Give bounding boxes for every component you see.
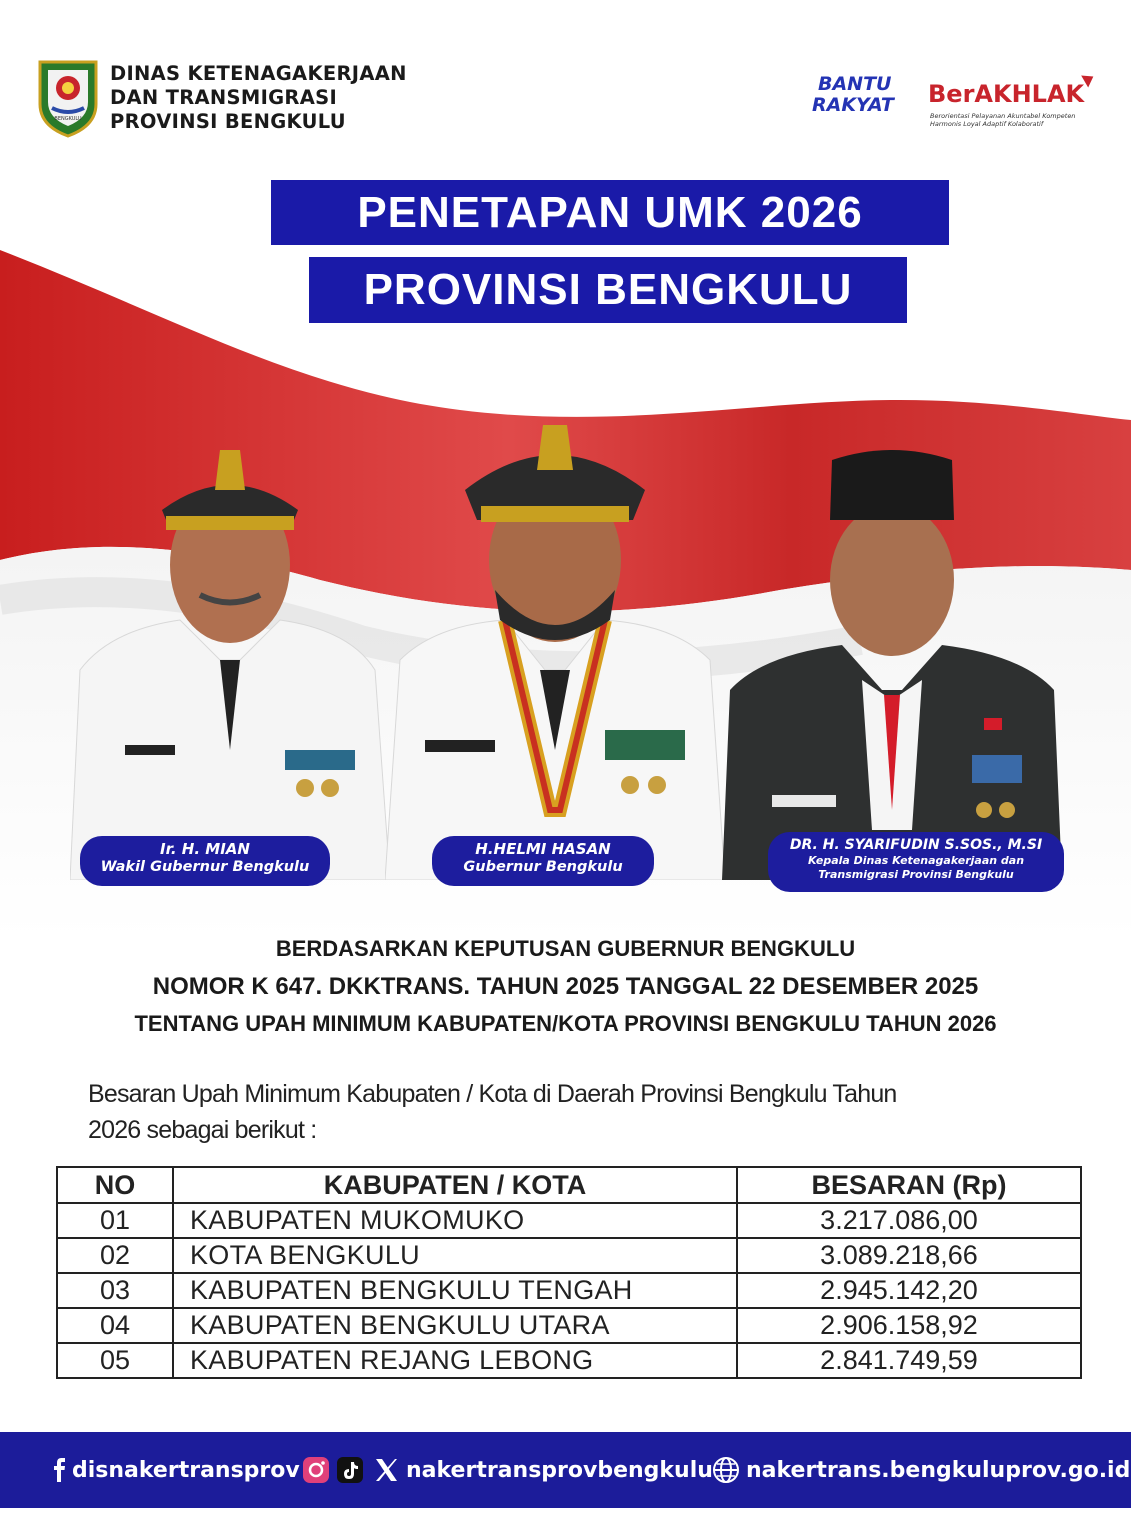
row-no: 01 (57, 1203, 173, 1238)
row-region: KABUPATEN REJANG LEBONG (173, 1343, 737, 1378)
header-besaran: BESARAN (Rp) (737, 1167, 1081, 1203)
tagline-line-1: Berorientasi Pelayanan Akuntabel Kompeten (930, 112, 1076, 120)
facebook-handle[interactable]: disnakertransprov (72, 1458, 300, 1483)
facebook-icon[interactable] (48, 1458, 72, 1482)
org-line-2: DAN TRANSMIGRASI (110, 86, 338, 109)
decree-line-1: BERDASARKAN KEPUTUSAN GUBERNUR BENGKULU (275, 936, 856, 961)
table-row (57, 1203, 1081, 1238)
org-line-1: DINAS KETENAGAKERJAAN (110, 62, 407, 85)
x-icon[interactable] (372, 1456, 400, 1484)
berakhlak-tagline (930, 112, 1075, 128)
row-region: KABUPATEN BENGKULU TENGAH (173, 1273, 737, 1308)
row-no: 05 (57, 1343, 173, 1378)
row-amount: 2.945.142,20 (737, 1273, 1081, 1308)
umk-table (56, 1166, 1082, 1379)
header-kabupaten-kota: KABUPATEN / KOTA (173, 1167, 737, 1203)
bengkulu-emblem-icon (36, 58, 100, 138)
official-name: DR. H. SYARIFUDIN S.SOS., M.SI (789, 837, 1043, 853)
official-name: Ir. H. MIAN (160, 840, 250, 858)
table-row (57, 1273, 1081, 1308)
rakyat-text: RAKYAT (812, 94, 894, 116)
official-role: Wakil Gubernur Bengkulu (100, 859, 310, 875)
tagline-line-2: Harmonis Loyal Adaptif Kolaboratif (930, 120, 1044, 128)
table-row (57, 1238, 1081, 1273)
caption-syarifudin (768, 832, 1064, 892)
official-role: Gubernur Bengkulu (463, 859, 623, 875)
bantu-rakyat-berakhlak-logo (812, 70, 1102, 130)
tiktok-icon[interactable] (336, 1456, 364, 1484)
bantu-rakyat-text (812, 74, 894, 116)
website-link[interactable]: nakertrans.bengkuluprov.go.id (746, 1458, 1131, 1483)
row-amount: 2.906.158,92 (737, 1308, 1081, 1343)
table-header-row (57, 1167, 1081, 1203)
title-line-2: PROVINSI BENGKULU (309, 257, 907, 323)
intro-line-1: Besaran Upah Minimum Kabupaten / Kota di Daerah Provinsi Bengkulu Tahun (88, 1080, 897, 1108)
official-role-line-1: Kepala Dinas Ketenagakerjaan dan (807, 854, 1025, 867)
decree-line-2: NOMOR K 647. DKKTRANS. TAHUN 2025 TANGGAL 22 DESEMBER 2025 (152, 973, 979, 1000)
official-photo-mian (70, 420, 390, 880)
intro-paragraph (88, 1076, 1028, 1148)
row-region: KABUPATEN MUKOMUKO (173, 1203, 737, 1238)
decree-text (0, 930, 1131, 1042)
decree-line-3: TENTANG UPAH MINIMUM KABUPATEN/KOTA PROVINSI BENGKULU TAHUN 2026 (134, 1011, 997, 1036)
globe-icon (712, 1456, 740, 1484)
row-amount: 2.841.749,59 (737, 1343, 1081, 1378)
official-role-line-2: Transmigrasi Provinsi Bengkulu (818, 868, 1014, 881)
svg-text:BENGKULU: BENGKULU (54, 116, 82, 122)
official-name: H.HELMI HASAN (475, 840, 611, 858)
social-handle[interactable]: nakertransprovbengkulu (406, 1458, 713, 1483)
row-no: 02 (57, 1238, 173, 1273)
org-line-3: PROVINSI BENGKULU (110, 110, 346, 133)
bantu-text: BANTU (818, 73, 892, 95)
berakhlak-text: BerAKHLAK (928, 80, 1085, 108)
instagram-icon[interactable] (302, 1456, 330, 1484)
organization-name (110, 62, 407, 134)
row-region: KABUPATEN BENGKULU UTARA (173, 1308, 737, 1343)
caption-mian (80, 836, 330, 886)
header-no: NO (57, 1167, 173, 1203)
table-row (57, 1343, 1081, 1378)
row-amount: 3.089.218,66 (737, 1238, 1081, 1273)
table-row (57, 1308, 1081, 1343)
row-region: KOTA BENGKULU (173, 1238, 737, 1273)
intro-line-2: 2026 sebagai berikut : (88, 1116, 317, 1144)
row-no: 03 (57, 1273, 173, 1308)
official-photo-helmi-hasan (385, 410, 725, 880)
title-line-1: PENETAPAN UMK 2026 (271, 180, 949, 245)
row-amount: 3.217.086,00 (737, 1203, 1081, 1238)
official-photo-syarifudin (722, 440, 1062, 880)
caption-helmi-hasan (432, 836, 654, 886)
row-no: 04 (57, 1308, 173, 1343)
